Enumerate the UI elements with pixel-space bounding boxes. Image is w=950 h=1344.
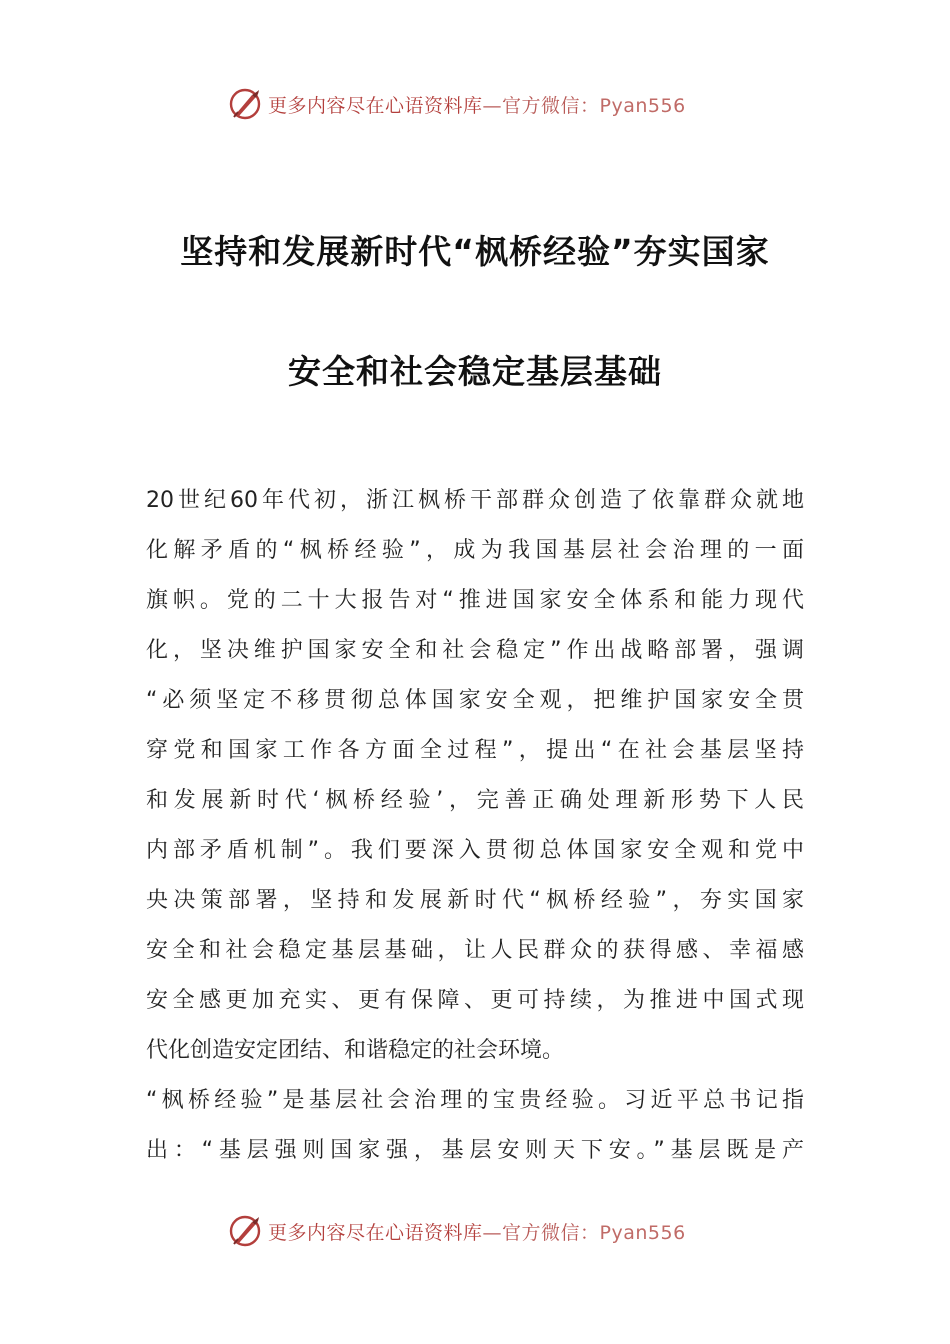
watermark-contact-label: 官方微信： [502, 1221, 600, 1244]
body-line: “枫桥经验”是基层社会治理的宝贵经验。习近平总书记指 [146, 1088, 804, 1113]
body-line: 内部矛盾机制”。我们要深入贯彻总体国家安全观和党中 [146, 838, 804, 863]
body-line: 安全感更加充实、更有保障、更可持续，为推进中国式现 [146, 988, 804, 1013]
watermark-text [268, 1218, 686, 1245]
body-line: 化解矛盾的“枫桥经验”，成为我国基层社会治理的一面 [146, 538, 804, 563]
watermark-separator: — [482, 94, 503, 117]
body-line: 央决策部署，坚持和发展新时代“枫桥经验”，夯实国家 [146, 888, 804, 913]
watermark-separator: — [482, 1221, 503, 1244]
body-line: 旗帜。党的二十大报告对“推进国家安全体系和能力现代 [146, 588, 804, 613]
body-line: 和发展新时代‘枫桥经验’，完善正确处理新形势下人民 [146, 788, 804, 813]
body-line: 化，坚决维护国家安全和社会稳定”作出战略部署，强调 [146, 638, 804, 663]
watermark-brand: 更多内容尽在心语资料库 [268, 1221, 483, 1244]
body-line: 20世纪60年代初，浙江枫桥干部群众创造了依靠群众就地 [146, 488, 804, 513]
body-line: “必须坚定不移贯彻总体国家安全观，把维护国家安全贯 [146, 688, 804, 713]
document-title-line-1: 坚持和发展新时代“枫桥经验”夯实国家 [180, 232, 770, 271]
body-line: 安全和社会稳定基层基础，让人民群众的获得感、幸福感 [146, 938, 804, 963]
quill-pen-icon [228, 1214, 262, 1248]
body-line: 出：“基层强则国家强，基层安则天下安。”基层既是产 [146, 1138, 804, 1163]
watermark-brand: 更多内容尽在心语资料库 [268, 94, 483, 117]
watermark-contact-id: Pyan556 [599, 94, 686, 117]
document-title-line-2: 安全和社会稳定基层基础 [288, 352, 662, 391]
watermark-contact-id: Pyan556 [599, 1221, 686, 1244]
watermark-contact-label: 官方微信： [502, 94, 600, 117]
document-body [146, 476, 804, 1176]
body-line: 穿党和国家工作各方面全过程”，提出“在社会基层坚持 [146, 738, 804, 763]
header-watermark [228, 84, 686, 124]
footer-watermark [228, 1211, 686, 1251]
watermark-text [268, 91, 686, 118]
body-line: 代化创造安定团结、和谐稳定的社会环境。 [146, 1038, 565, 1063]
quill-pen-icon [228, 87, 262, 121]
